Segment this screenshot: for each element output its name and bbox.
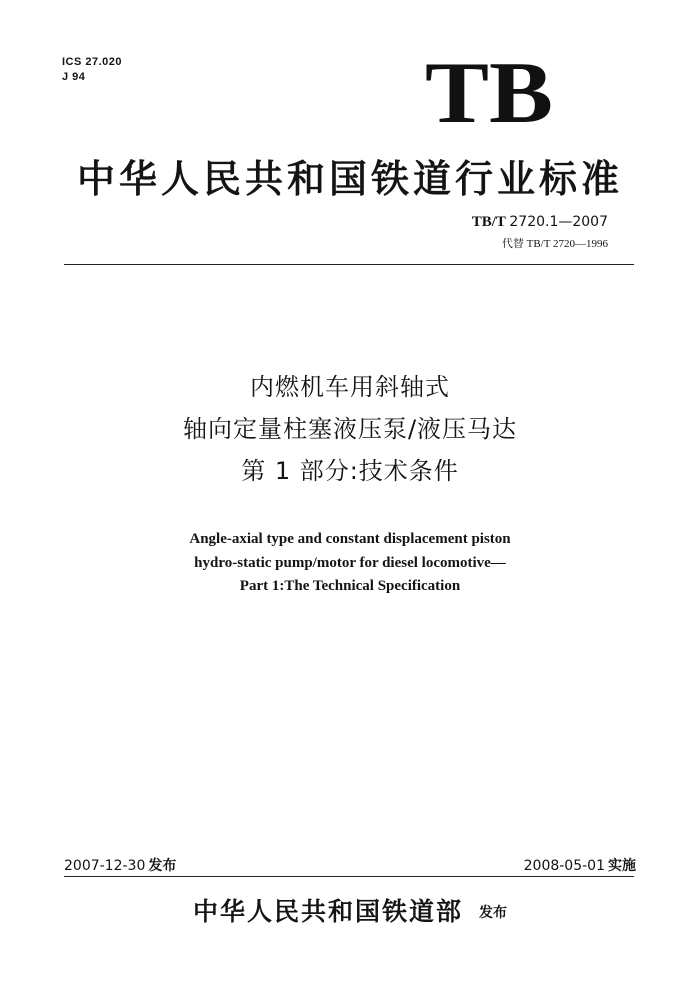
title-en-line-1: Angle-axial type and constant displacement piston	[189, 531, 511, 547]
title-cn-line-3: 第 1 部分:技术条件	[241, 457, 459, 485]
organization-title: 中华人民共和国铁道行业标准	[76, 156, 623, 201]
title-cn-line-1: 内燃机车用斜轴式	[250, 373, 450, 401]
publisher-name: 中华人民共和国铁道部	[192, 897, 463, 926]
publisher	[0, 892, 700, 928]
header-divider	[64, 264, 634, 265]
title-cn-line-2: 轴向定量柱塞液压泵/液压马达	[182, 415, 518, 443]
ics-code: ICS 27.020	[62, 56, 123, 68]
standard-code: 2720.1—2007	[509, 214, 608, 230]
standard-prefix: TB/T	[471, 214, 506, 230]
footer-divider	[64, 876, 634, 877]
issue-date-value: 2007-12-30	[64, 858, 146, 874]
title-en-line-3: Part 1:The Technical Specification	[239, 578, 461, 594]
tb-logo	[424, 52, 554, 132]
tb-logo-text: TB	[425, 52, 553, 132]
title-en-line-2: hydro-static pump/motor for diesel locomotive—	[194, 555, 506, 571]
issue-label: 发布	[148, 858, 177, 874]
effective-date-value: 2008-05-01	[523, 858, 605, 874]
effective-date	[524, 855, 636, 875]
publisher-label: 发布	[479, 905, 507, 921]
replaces-standard: 代替 TB/T 2720—1996	[501, 238, 608, 250]
standard-number	[472, 214, 608, 231]
ccs-code: J 94	[62, 71, 86, 83]
effective-label: 实施	[608, 858, 636, 874]
issue-date	[64, 855, 176, 875]
